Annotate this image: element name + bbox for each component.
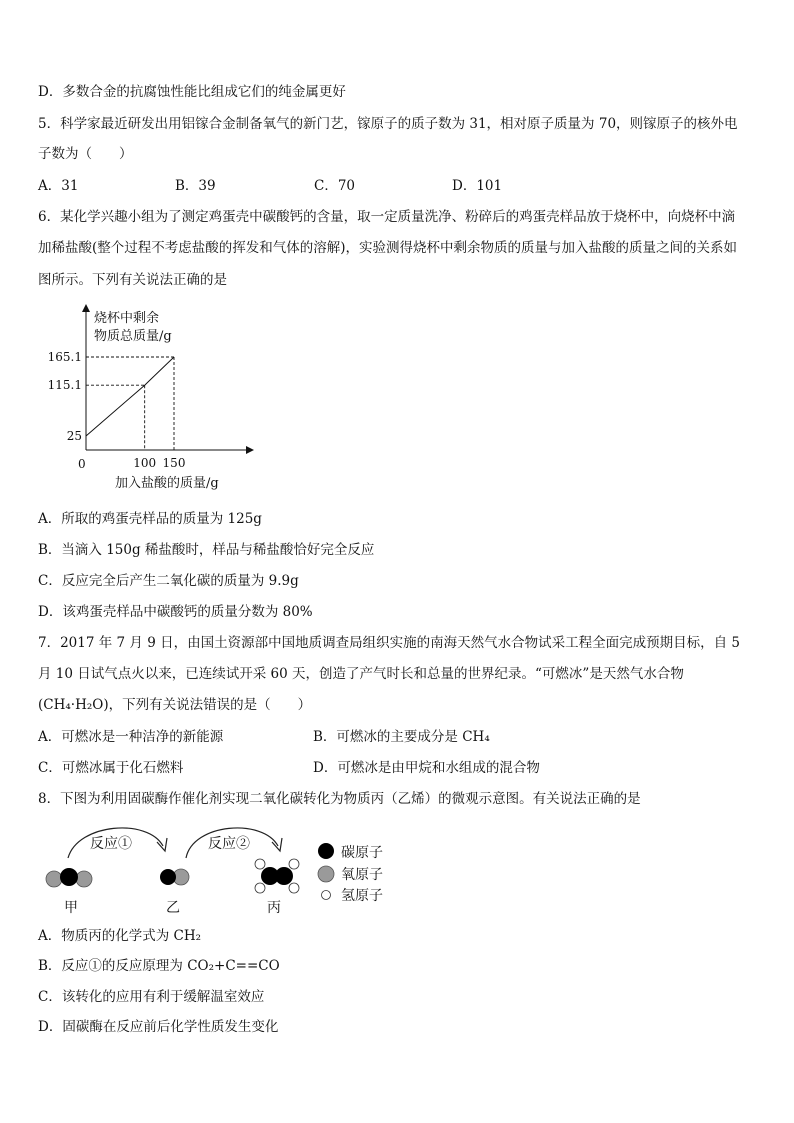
q8-option-d: D．固碳酶在反应前后化学性质发生变化 — [38, 1019, 279, 1035]
q6-option-d: D．该鸡蛋壳样品中碳酸钙的质量分数为 80% — [38, 604, 313, 620]
q7-stem-line3: (CH₄·H₂O)，下列有关说法错误的是（ ） — [38, 697, 312, 713]
x-tick-label-0: 100 — [133, 456, 157, 470]
q7-stem-line1: 7．2017 年 7 月 9 日，由国土资源部中国地质调查局组织实施的南海天然气水合物试采工程全面完成预期目标，自 5 — [38, 635, 740, 651]
q8-reaction-diagram — [38, 818, 398, 918]
q5-stem-line2: 子数为（ ） — [38, 146, 133, 162]
y-tick-label-2: 25 — [66, 429, 82, 443]
reaction1-label: 反应① — [90, 836, 132, 852]
molecule-jia — [46, 868, 92, 887]
reaction2-label: 反应② — [208, 836, 250, 852]
q6-stem-line3: 图所示。下列有关说法正确的是 — [38, 272, 227, 288]
y-tick-label-0: 165.1 — [47, 350, 82, 364]
q7-option-a: A．可燃冰是一种洁净的新能源 — [38, 729, 224, 745]
legend-oxygen-label: 氧原子 — [341, 867, 383, 883]
q5-stem-line1: 5．科学家最近研发出用铝镓合金制备氧气的新门艺，镓原子的质子数为 31，相对原子质量为 70，则镓原子的核外电 — [38, 116, 738, 132]
data-line — [86, 357, 174, 436]
q6-mass-chart — [40, 300, 260, 500]
y-axis-label-line2: 物质总质量/g — [94, 329, 172, 344]
q4-option-d: D．多数合金的抗腐蚀性能比组成它们的纯金属更好 — [38, 84, 346, 100]
molecule-jia-label: 甲 — [64, 900, 78, 916]
y-tick-label-1: 115.1 — [47, 378, 82, 393]
molecule-bing-label: 丙 — [267, 900, 281, 916]
molecule-bing — [255, 859, 299, 893]
q6-option-b: B．当滴入 150g 稀盐酸时，样品与稀盐酸恰好完全反应 — [38, 542, 375, 558]
legend-hydrogen-swatch — [322, 891, 331, 900]
q6-option-a: A．所取的鸡蛋壳样品的质量为 125g — [38, 511, 262, 527]
q5-option-b: B．39 — [175, 178, 216, 194]
legend-carbon-label: 碳原子 — [341, 845, 383, 861]
q6-stem-line1: 6．某化学兴趣小组为了测定鸡蛋壳中碳酸钙的含量，取一定质量洗净、粉碎后的鸡蛋壳样品放于烧杯中，向烧杯中滴 — [38, 209, 736, 225]
molecule-yi — [160, 869, 189, 885]
q8-option-b: B．反应①的反应原理为 CO₂+C==CO — [38, 958, 280, 974]
q8-stem: 8．下图为利用固碳酶作催化剂实现二氧化碳转化为物质丙（乙烯）的微观示意图。有关说法正确的是 — [38, 791, 641, 807]
legend-carbon-swatch — [318, 843, 334, 859]
q5-option-c: C．70 — [314, 178, 356, 194]
q7-option-d: D．可燃冰是由甲烷和水组成的混合物 — [313, 760, 540, 776]
q6-stem-line2: 加稀盐酸(整个过程不考虑盐酸的挥发和气体的溶解)，实验测得烧杯中剩余物质的质量与加入盐酸的质量之间的关系如 — [38, 240, 738, 256]
q7-stem-line2: 月 10 日试气点火以来，已连续试开采 60 天，创造了产气时长和总量的世界纪录。“可燃冰”是天然气水合物 — [38, 666, 684, 682]
q8-option-a: A．物质丙的化学式为 CH₂ — [38, 928, 202, 944]
legend-hydrogen-label: 氢原子 — [341, 888, 383, 904]
molecule-yi-label: 乙 — [166, 900, 180, 916]
x-tick-label-1: 150 — [162, 456, 186, 470]
q7-option-c: C．可燃冰属于化石燃料 — [38, 760, 184, 776]
q5-option-a: A．31 — [38, 178, 79, 194]
q6-option-c: C．反应完全后产生二氧化碳的质量为 9.9g — [38, 573, 299, 589]
x-axis-label: 加入盐酸的质量/g — [115, 476, 219, 491]
q8-option-c: C．该转化的应用有利于缓解温室效应 — [38, 989, 265, 1005]
origin-label: 0 — [78, 457, 86, 471]
legend-oxygen-swatch — [318, 866, 334, 882]
q5-option-d: D．101 — [452, 178, 503, 194]
q7-option-b: B．可燃冰的主要成分是 CH₄ — [313, 729, 490, 745]
y-axis-label-line1: 烧杯中剩余 — [94, 311, 160, 326]
